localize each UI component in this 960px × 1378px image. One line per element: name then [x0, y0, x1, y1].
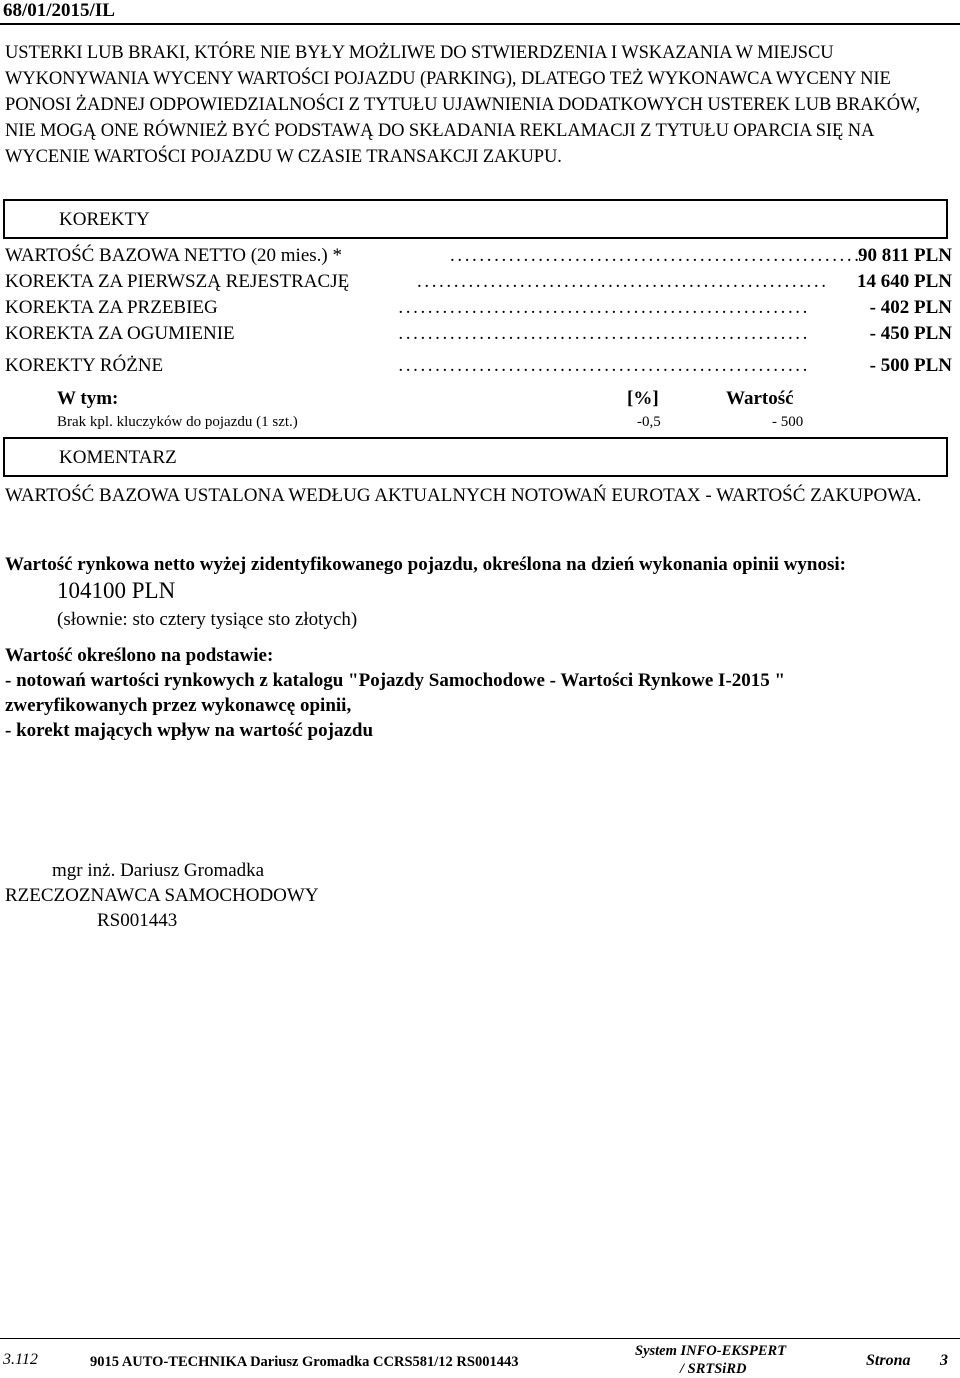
footer-version: 3.112 [3, 1351, 38, 1368]
valuation-statement: Wartość rynkowa netto wyżej zidentyfikowanego pojazdu, określona na dzień wykonania opinii wynosi: [5, 554, 846, 575]
row-label: KOREKTA ZA PRZEBIEG [5, 297, 218, 318]
row-amount: - 500 PLN [869, 355, 952, 376]
korekty-row [5, 245, 955, 271]
komentarz-text: WARTOŚĆ BAZOWA USTALONA WEDŁUG AKTUALNYCH NOTOWAŃ EUROTAX - WARTOŚĆ ZAKUPOWA. [5, 485, 922, 506]
leader-dots: ........................................................ [450, 245, 862, 266]
leader-dots: ........................................................ [398, 355, 810, 376]
disclaimer-paragraph: USTERKI LUB BRAKI, KTÓRE NIE BYŁY MOŻLIWE DO STWIERDZENIA I WSKAZANIA W MIEJSCU WYKONYWANIA WYCENY WARTOŚCI POJAZDU (PARKING), DLATEGO TEŻ WYKONAWCA WYCENY NIE PONOSI ŻADNEJ ODPOWIEDZIALNOŚCI Z TYTUŁU UJAWNIENIA DODATKOWYCH USTEREK LUB BRAKÓW, NIE MOGĄ ONE RÓWNIEŻ BYĆ PODSTAWĄ DO SKŁADANIA REKLAMACJI Z TYTUŁU OPARCIA SIĘ NA WYCENIE WARTOŚCI POJAZDU W CZASIE TRANSAKCJI ZAKUPU. [5, 43, 921, 167]
leader-dots: ........................................................ [398, 323, 810, 344]
subtable-item-value: - 500 [772, 414, 804, 430]
row-amount: 90 811 PLN [858, 245, 952, 266]
row-label: KOREKTA ZA OGUMIENIE [5, 323, 235, 344]
korekty-row [5, 323, 955, 349]
basis-line: - notowań wartości rynkowych z katalogu "Pojazdy Samochodowe - Wartości Rynkowe I-2015 " [5, 670, 786, 691]
valuation-amount: 104100 PLN [57, 578, 176, 603]
row-label: KOREKTA ZA PIERWSZĄ REJESTRACJĘ [5, 271, 350, 292]
leader-dots: ........................................................ [417, 271, 829, 292]
subtable-item-name: Brak kpl. kluczyków do pojazdu (1 szt.) [57, 414, 298, 430]
row-amount: - 402 PLN [869, 297, 952, 318]
footer-company: 9015 AUTO-TECHNIKA Dariusz Gromadka CCRS581/12 RS001443 [90, 1354, 519, 1370]
subtable-header-percent: [%] [627, 388, 659, 409]
komentarz-header-box [3, 437, 948, 477]
basis-title: Wartość określono na podstawie: [5, 645, 274, 666]
signatory-id: RS001443 [97, 910, 178, 931]
korekty-title: KOREKTY [59, 209, 150, 230]
footer-page-number: 3 [940, 1352, 948, 1369]
komentarz-title: KOMENTARZ [59, 447, 177, 468]
row-label: KOREKTY RÓŻNE [5, 355, 164, 376]
row-label: WARTOŚĆ BAZOWA NETTO (20 mies.) * [5, 245, 342, 266]
signatory-name: mgr inż. Dariusz Gromadka [52, 860, 265, 881]
leader-dots: ........................................................ [398, 297, 810, 318]
footer-rule [0, 1338, 960, 1339]
subtable-item-percent: -0,5 [637, 414, 661, 430]
subtable-header-value: Wartość [726, 388, 794, 409]
basis-line: zweryfikowanych przez wykonawcę opinii, [5, 695, 352, 716]
footer-page-label: Strona [866, 1352, 911, 1369]
valuation-in-words: (słownie: sto cztery tysiące sto złotych) [57, 609, 358, 630]
basis-line: - korekt mających wpływ na wartość pojazdu [5, 720, 374, 741]
document-reference: 68/01/2015/IL [3, 0, 115, 21]
footer-system-line1: System INFO-EKSPERT [635, 1343, 787, 1359]
korekty-row [5, 355, 955, 381]
row-amount: 14 640 PLN [857, 271, 952, 292]
header-rule [0, 23, 960, 25]
page-footer [0, 1340, 960, 1376]
korekty-row [5, 271, 955, 297]
korekty-header-box [3, 199, 948, 239]
footer-system-line2: / SRTSiRD [680, 1361, 747, 1377]
subtable-header-name: W tym: [57, 388, 119, 409]
row-amount: - 450 PLN [869, 323, 952, 344]
korekty-row [5, 297, 955, 323]
signatory-title: RZECZOZNAWCA SAMOCHODOWY [5, 885, 319, 906]
